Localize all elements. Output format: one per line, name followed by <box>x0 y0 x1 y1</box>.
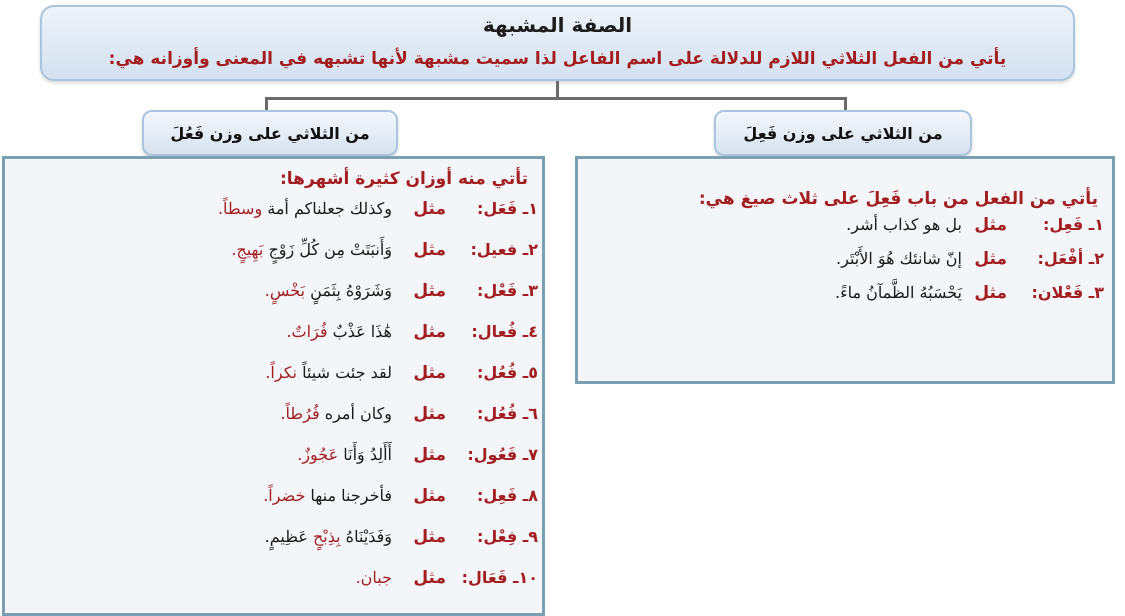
left-item-row <box>5 486 542 516</box>
mathal-label: مثل <box>413 568 446 588</box>
example-text: وَفَدَيْنَاهُ <box>340 527 392 546</box>
left-item-row <box>5 199 542 229</box>
left-item-label: ٤ـ فُعال: <box>471 322 538 341</box>
right-panel <box>575 156 1115 384</box>
example-text: فأخرجنا منها <box>305 486 392 505</box>
example-highlight: نكراً. <box>265 363 297 382</box>
left-item-label: ٣ـ فَعْل: <box>477 281 538 300</box>
example-highlight: بِذِبْحٍ <box>312 527 341 546</box>
example-highlight: بَخْسٍ. <box>264 281 306 300</box>
left-item-label: ٩ـ فِعْل: <box>477 527 538 546</box>
right-item-example: بل هو كذاب أشر. <box>846 215 962 234</box>
diagram-subtitle: يأتي من الفعل الثلاثي اللازم للدلالة على اسم الفاعل لذا سميت مشبهة لأنها تشبهه في المعنى وأوزانه هي: <box>108 49 1007 69</box>
example-highlight: فُرَاتٌ. <box>286 322 328 341</box>
right-item-example: يَحْسَبُهُ الظَّمآنُ ماءً. <box>834 283 962 302</box>
mathal-label: مثل <box>974 215 1007 235</box>
left-item-row <box>5 527 542 557</box>
left-item-row <box>5 281 542 311</box>
example-highlight: جبان. <box>355 568 392 587</box>
left-item-example <box>265 527 392 546</box>
connector-left <box>265 97 268 111</box>
left-item-row <box>5 240 542 270</box>
right-item-example: إنّ شانئك هُوَ الأَبْتَر. <box>836 249 962 268</box>
right-item-row <box>578 249 1112 279</box>
left-item-label: ١٠ـ فَعَال: <box>461 568 538 587</box>
left-item-row <box>5 322 542 352</box>
left-item-example <box>297 445 392 464</box>
left-item-label: ١ـ فَعَل: <box>477 199 538 218</box>
example-highlight: فُرُطاً. <box>280 404 320 423</box>
example-text: لقد جئت شيئاً <box>297 363 392 382</box>
mathal-label: مثل <box>413 240 446 260</box>
mathal-label: مثل <box>974 283 1007 303</box>
left-item-example <box>263 486 392 505</box>
left-item-label: ٢ـ فعيل: <box>470 240 538 259</box>
right-item-label: ٢ـ أفْعَل: <box>1037 249 1104 268</box>
example-highlight: بَهِيجٍ. <box>231 240 264 259</box>
mathal-label: مثل <box>413 199 446 219</box>
mathal-label: مثل <box>413 363 446 383</box>
mathal-label: مثل <box>413 281 446 301</box>
left-item-example <box>280 404 392 423</box>
mathal-label: مثل <box>974 249 1007 269</box>
left-item-row <box>5 363 542 393</box>
mathal-label: مثل <box>413 445 446 465</box>
example-text: وَشَرَوْهُ بِثَمَنٍ <box>305 281 392 300</box>
left-item-label: ٥ـ فُعُل: <box>477 363 538 382</box>
right-panel-heading: يأتي من الفعل من باب فَعِلَ على ثلاث صيغ هي: <box>698 189 1098 209</box>
diagram-title: الصفة المشبهة <box>482 13 633 37</box>
left-item-row <box>5 404 542 434</box>
example-highlight: خضراً. <box>263 486 306 505</box>
left-item-example <box>286 322 392 341</box>
branch-button-fauila[interactable] <box>142 110 398 156</box>
left-item-example <box>265 281 392 300</box>
mathal-label: مثل <box>413 486 446 506</box>
left-panel <box>2 156 545 616</box>
right-item-row <box>578 215 1112 245</box>
left-item-row <box>5 568 542 598</box>
example-text: عَظِيمٍ. <box>264 527 313 546</box>
left-item-example <box>218 199 392 218</box>
left-panel-heading: تأتي منه أوزان كثيرة أشهرها: <box>279 169 528 189</box>
left-item-row <box>5 445 542 475</box>
left-item-label: ٦ـ فُعُل: <box>477 404 538 423</box>
left-item-example <box>231 240 392 259</box>
left-item-example <box>356 568 392 587</box>
example-text: أَأَلِدُ وَأَنَا <box>338 445 392 464</box>
connector-right <box>844 97 847 111</box>
right-item-row <box>578 283 1112 313</box>
title-box <box>40 5 1075 81</box>
example-text: وَأَنبَتَتْ مِن كُلِّ زَوْجٍ <box>263 240 392 259</box>
left-item-label: ٧ـ فَعُول: <box>467 445 538 464</box>
mathal-label: مثل <box>413 404 446 424</box>
connector-horizontal <box>265 97 847 100</box>
mathal-label: مثل <box>413 322 446 342</box>
example-text: هَٰذَا عَذْبٌ <box>327 322 392 341</box>
branch-button-faila[interactable] <box>714 110 972 156</box>
left-item-example <box>265 363 392 382</box>
example-highlight: وسطاً. <box>217 199 263 218</box>
example-highlight: عَجُوزٌ. <box>297 445 339 464</box>
right-item-label: ٣ـ فَعْلان: <box>1031 283 1104 302</box>
branch-button-fauila-label: من الثلاثي على وزن فَعُلَ <box>170 123 370 143</box>
branch-button-faila-label: من الثلاثي على وزن فَعِلَ <box>743 123 943 143</box>
example-text: وكان أمره <box>319 404 392 423</box>
mathal-label: مثل <box>413 527 446 547</box>
right-item-label: ١ـ فَعِل: <box>1043 215 1104 234</box>
left-item-label: ٨ـ فَعِل: <box>477 486 538 505</box>
example-text: وكذلك جعلناكم أمة <box>262 199 392 218</box>
